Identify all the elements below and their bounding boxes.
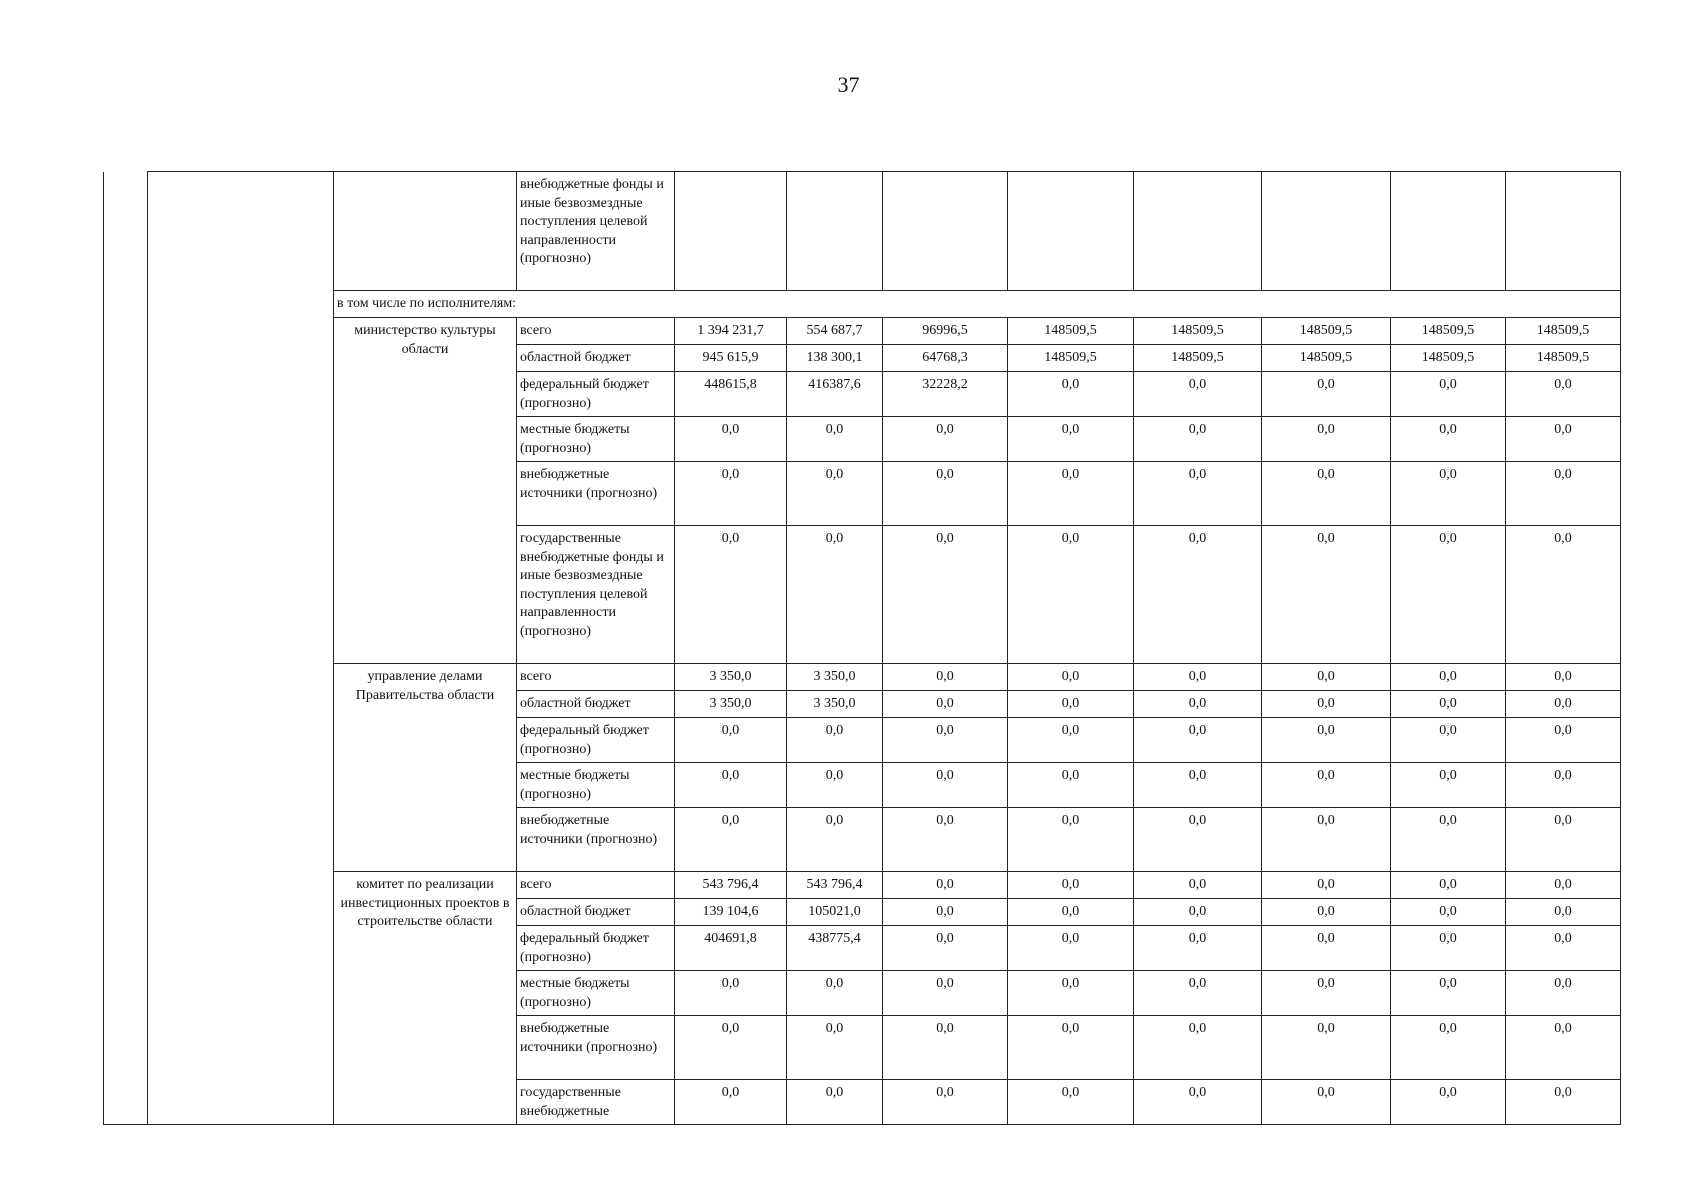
value-cell: 0,0 xyxy=(1506,1080,1621,1125)
value-cell: 543 796,4 xyxy=(787,872,883,899)
value-cell: 0,0 xyxy=(1008,691,1134,718)
funding-category-cell: государственные внебюджетные xyxy=(517,1080,675,1125)
value-cell: 0,0 xyxy=(1008,462,1134,526)
value-cell: 0,0 xyxy=(675,718,787,763)
funding-category-cell: внебюджетные источники (прогнозно) xyxy=(517,1016,675,1080)
value-cell: 3 350,0 xyxy=(675,691,787,718)
value-cell: 0,0 xyxy=(1262,526,1391,664)
value-cell: 0,0 xyxy=(787,462,883,526)
value-cell: 0,0 xyxy=(787,971,883,1016)
value-cell: 0,0 xyxy=(1262,763,1391,808)
value-cell: 0,0 xyxy=(1391,808,1506,872)
value-cell: 0,0 xyxy=(1008,718,1134,763)
value-cell: 0,0 xyxy=(1506,718,1621,763)
value-cell: 0,0 xyxy=(1506,664,1621,691)
value-cell: 0,0 xyxy=(675,763,787,808)
value-cell: 0,0 xyxy=(1134,718,1262,763)
value-cell: 148509,5 xyxy=(1134,345,1262,372)
value-cell: 416387,6 xyxy=(787,372,883,417)
value-cell: 0,0 xyxy=(1262,926,1391,971)
value-cell: 0,0 xyxy=(1391,1080,1506,1125)
value-cell: 0,0 xyxy=(1391,926,1506,971)
budget-table xyxy=(103,171,1621,1125)
value-cell: 0,0 xyxy=(1391,691,1506,718)
value-cell: 0,0 xyxy=(1506,1016,1621,1080)
value-cell: 0,0 xyxy=(883,808,1008,872)
funding-category-cell: всего xyxy=(517,664,675,691)
value-cell: 1 394 231,7 xyxy=(675,318,787,345)
value-cell: 448615,8 xyxy=(675,372,787,417)
value-cell: 0,0 xyxy=(1262,1016,1391,1080)
value-cell: 0,0 xyxy=(1134,899,1262,926)
funding-category-cell: внебюджетные фонды и иные безвозмездные поступления целевой направленности (прогнозно) xyxy=(517,172,675,291)
value-cell: 0,0 xyxy=(1262,372,1391,417)
value-cell: 0,0 xyxy=(1134,372,1262,417)
budget-table-container xyxy=(103,171,1621,1125)
value-cell: 0,0 xyxy=(883,1016,1008,1080)
value-cell: 945 615,9 xyxy=(675,345,787,372)
funding-category-cell: федеральный бюджет (прогнозно) xyxy=(517,372,675,417)
page-number: 37 xyxy=(837,72,860,97)
funding-category-cell: внебюджетные источники (прогнозно) xyxy=(517,462,675,526)
value-cell: 0,0 xyxy=(1008,372,1134,417)
value-cell: 0,0 xyxy=(1262,417,1391,462)
value-cell: 0,0 xyxy=(883,664,1008,691)
value-cell: 148509,5 xyxy=(1262,345,1391,372)
value-cell: 139 104,6 xyxy=(675,899,787,926)
value-cell: 0,0 xyxy=(787,417,883,462)
value-cell: 0,0 xyxy=(1262,1080,1391,1125)
value-cell: 0,0 xyxy=(1134,1016,1262,1080)
funding-category-cell: местные бюджеты (прогнозно) xyxy=(517,417,675,462)
value-cell: 0,0 xyxy=(1134,872,1262,899)
value-cell: 0,0 xyxy=(1134,763,1262,808)
value-cell: 0,0 xyxy=(1134,926,1262,971)
value-cell: 0,0 xyxy=(675,808,787,872)
value-cell: 0,0 xyxy=(787,1080,883,1125)
value-cell: 0,0 xyxy=(1008,664,1134,691)
value-cell: 0,0 xyxy=(1391,718,1506,763)
value-cell: 404691,8 xyxy=(675,926,787,971)
value-cell: 0,0 xyxy=(1391,971,1506,1016)
value-cell: 0,0 xyxy=(1262,971,1391,1016)
executor-cell xyxy=(334,172,517,291)
funding-category-cell: государственные внебюджетные фонды и иные безвозмездные поступления целевой направленности (прогнозно) xyxy=(517,526,675,664)
value-cell: 0,0 xyxy=(675,526,787,664)
value-cell: 0,0 xyxy=(675,462,787,526)
value-cell: 0,0 xyxy=(1134,691,1262,718)
value-cell: 0,0 xyxy=(1391,664,1506,691)
value-cell: 543 796,4 xyxy=(675,872,787,899)
value-cell: 0,0 xyxy=(675,1080,787,1125)
value-cell: 0,0 xyxy=(1391,417,1506,462)
program-cell xyxy=(148,172,334,1125)
value-cell: 0,0 xyxy=(1262,872,1391,899)
value-cell: 0,0 xyxy=(1262,462,1391,526)
funding-category-cell: всего xyxy=(517,318,675,345)
value-cell: 0,0 xyxy=(1134,526,1262,664)
value-cell: 0,0 xyxy=(1506,691,1621,718)
value-cell: 0,0 xyxy=(1262,808,1391,872)
executor-name: министерство культуры области xyxy=(334,318,517,664)
value-cell: 0,0 xyxy=(1506,417,1621,462)
value-cell: 0,0 xyxy=(1134,664,1262,691)
value-cell: 0,0 xyxy=(1506,926,1621,971)
value-cell: 0,0 xyxy=(787,1016,883,1080)
value-cell: 0,0 xyxy=(883,462,1008,526)
value-cell: 0,0 xyxy=(1134,808,1262,872)
value-cell: 0,0 xyxy=(1008,1016,1134,1080)
value-cell: 0,0 xyxy=(1008,899,1134,926)
value-cell xyxy=(1262,172,1391,291)
value-cell: 554 687,7 xyxy=(787,318,883,345)
value-cell: 0,0 xyxy=(1506,808,1621,872)
value-cell: 0,0 xyxy=(1506,526,1621,664)
value-cell: 0,0 xyxy=(1008,926,1134,971)
value-cell: 148509,5 xyxy=(1506,318,1621,345)
value-cell: 0,0 xyxy=(1506,971,1621,1016)
value-cell: 0,0 xyxy=(1506,462,1621,526)
value-cell: 0,0 xyxy=(1391,899,1506,926)
value-cell: 105021,0 xyxy=(787,899,883,926)
funding-category-cell: внебюджетные источники (прогнозно) xyxy=(517,808,675,872)
value-cell: 0,0 xyxy=(1008,417,1134,462)
value-cell: 438775,4 xyxy=(787,926,883,971)
value-cell: 0,0 xyxy=(787,718,883,763)
value-cell: 0,0 xyxy=(1262,718,1391,763)
value-cell: 0,0 xyxy=(1134,971,1262,1016)
value-cell xyxy=(675,172,787,291)
funding-category-cell: областной бюджет xyxy=(517,345,675,372)
value-cell: 0,0 xyxy=(1008,526,1134,664)
funding-category-cell: местные бюджеты (прогнозно) xyxy=(517,971,675,1016)
budget-table-body xyxy=(104,172,1621,1125)
value-cell: 0,0 xyxy=(1262,899,1391,926)
value-cell: 138 300,1 xyxy=(787,345,883,372)
value-cell: 0,0 xyxy=(883,872,1008,899)
value-cell: 0,0 xyxy=(883,926,1008,971)
value-cell xyxy=(1134,172,1262,291)
value-cell: 64768,3 xyxy=(883,345,1008,372)
value-cell: 0,0 xyxy=(1008,808,1134,872)
value-cell: 0,0 xyxy=(1391,872,1506,899)
value-cell: 0,0 xyxy=(787,526,883,664)
executor-name: комитет по реализации инвестиционных проектов в строительстве области xyxy=(334,872,517,1125)
value-cell xyxy=(1391,172,1506,291)
value-cell: 0,0 xyxy=(1008,1080,1134,1125)
funding-category-cell: областной бюджет xyxy=(517,691,675,718)
value-cell: 0,0 xyxy=(675,417,787,462)
value-cell xyxy=(1506,172,1621,291)
table-row xyxy=(104,172,1621,291)
value-cell: 3 350,0 xyxy=(787,691,883,718)
value-cell: 0,0 xyxy=(1262,691,1391,718)
value-cell: 32228,2 xyxy=(883,372,1008,417)
value-cell: 0,0 xyxy=(1506,372,1621,417)
value-cell: 0,0 xyxy=(1391,526,1506,664)
value-cell: 0,0 xyxy=(787,808,883,872)
value-cell xyxy=(883,172,1008,291)
funding-category-cell: областной бюджет xyxy=(517,899,675,926)
value-cell xyxy=(787,172,883,291)
value-cell: 0,0 xyxy=(787,763,883,808)
value-cell: 0,0 xyxy=(883,691,1008,718)
value-cell: 3 350,0 xyxy=(675,664,787,691)
value-cell: 0,0 xyxy=(1134,1080,1262,1125)
value-cell: 148509,5 xyxy=(1391,318,1506,345)
value-cell: 96996,5 xyxy=(883,318,1008,345)
value-cell: 0,0 xyxy=(1506,899,1621,926)
value-cell: 148509,5 xyxy=(1008,345,1134,372)
value-cell: 0,0 xyxy=(1506,763,1621,808)
value-cell: 148509,5 xyxy=(1391,345,1506,372)
section-label: в том числе по исполнителям: xyxy=(334,291,1621,318)
value-cell: 148509,5 xyxy=(1506,345,1621,372)
value-cell: 0,0 xyxy=(883,718,1008,763)
value-cell: 3 350,0 xyxy=(787,664,883,691)
value-cell: 0,0 xyxy=(1506,872,1621,899)
value-cell: 0,0 xyxy=(1008,763,1134,808)
outer-left-cell xyxy=(104,172,148,1125)
value-cell: 0,0 xyxy=(883,899,1008,926)
value-cell: 0,0 xyxy=(1008,971,1134,1016)
value-cell: 0,0 xyxy=(1391,462,1506,526)
value-cell: 148509,5 xyxy=(1008,318,1134,345)
value-cell: 0,0 xyxy=(1391,372,1506,417)
value-cell: 0,0 xyxy=(883,1080,1008,1125)
value-cell: 0,0 xyxy=(883,971,1008,1016)
value-cell: 0,0 xyxy=(883,417,1008,462)
value-cell: 0,0 xyxy=(883,526,1008,664)
executor-name: управление делами Правительства области xyxy=(334,664,517,872)
value-cell: 148509,5 xyxy=(1262,318,1391,345)
value-cell: 0,0 xyxy=(1008,872,1134,899)
value-cell: 0,0 xyxy=(1391,763,1506,808)
funding-category-cell: местные бюджеты (прогнозно) xyxy=(517,763,675,808)
value-cell xyxy=(1008,172,1134,291)
value-cell: 0,0 xyxy=(1262,664,1391,691)
funding-category-cell: федеральный бюджет (прогнозно) xyxy=(517,926,675,971)
funding-category-cell: федеральный бюджет (прогнозно) xyxy=(517,718,675,763)
funding-category-cell: всего xyxy=(517,872,675,899)
value-cell: 0,0 xyxy=(1391,1016,1506,1080)
value-cell: 0,0 xyxy=(675,971,787,1016)
value-cell: 148509,5 xyxy=(1134,318,1262,345)
value-cell: 0,0 xyxy=(1134,417,1262,462)
value-cell: 0,0 xyxy=(883,763,1008,808)
value-cell: 0,0 xyxy=(675,1016,787,1080)
value-cell: 0,0 xyxy=(1134,462,1262,526)
